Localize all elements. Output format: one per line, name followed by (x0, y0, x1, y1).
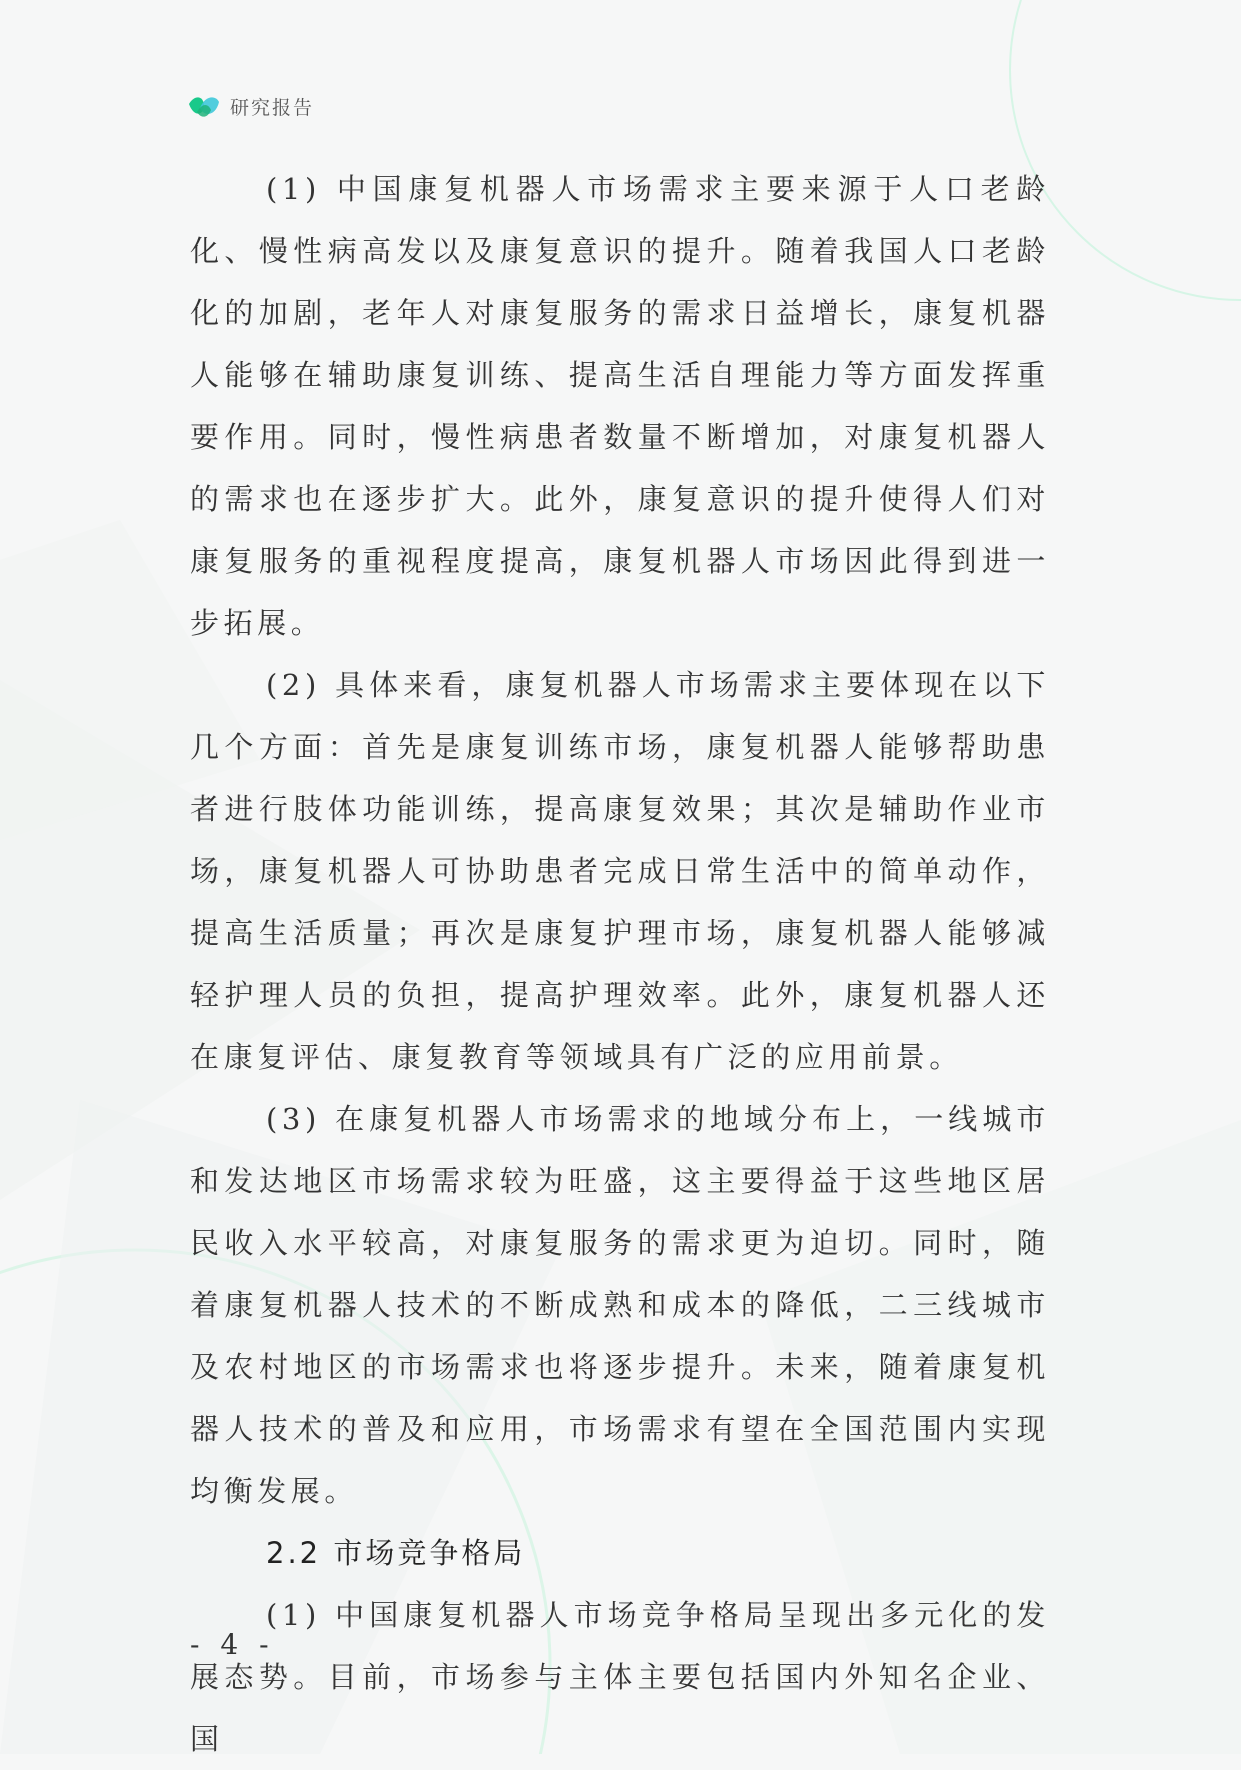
document-body (190, 158, 1050, 1770)
section-heading: 2.2 市场竞争格局 (266, 1536, 526, 1570)
report-title: 研究报告 (230, 96, 315, 119)
body-paragraph: (1) 中国康复机器人市场需求主要来源于人口老龄化、慢性病高发以及康复意识的提升。随着我国人口老龄化的加剧，老年人对康复服务的需求日益增长，康复机器人能够在辅助康复训练、提高生活自理能力等方面发挥重要作用。同时，慢性病患者数量不断增加，对康复机器人的需求也在逐步扩大。此外，康复意识的提升使得人们对康复服务的重视程度提高，康复机器人市场因此得到进一步拓展。 (190, 172, 1050, 640)
body-paragraph: (3) 在康复机器人市场需求的地域分布上，一线城市和发达地区市场需求较为旺盛，这主要得益于这些地区居民收入水平较高，对康复服务的需求更为迫切。同时，随着康复机器人技术的不断成熟和成本的降低，二三线城市及农村地区的市场需求也将逐步提升。未来，随着康复机器人技术的普及和应用，市场需求有望在全国范围内实现均衡发展。 (190, 1102, 1050, 1508)
report-header (186, 88, 314, 124)
body-paragraph: (2) 具体来看，康复机器人市场需求主要体现在以下几个方面：首先是康复训练市场，康复机器人能够帮助患者进行肢体功能训练，提高康复效果；其次是辅助作业市场，康复机器人可协助患者完成日常生活中的简单动作，提高生活质量；再次是康复护理市场，康复机器人能够减轻护理人员的负担，提高护理效率。此外，康复机器人还在康复评估、康复教育等领域具有广泛的应用前景。 (190, 668, 1050, 1074)
page-number: - 4 - (190, 1628, 275, 1661)
body-paragraph: (1) 中国康复机器人市场竞争格局呈现出多元化的发展态势。目前，市场参与主体主要包括国内外知名企业、国 (190, 1598, 1050, 1756)
leaf-logo-icon (186, 88, 222, 124)
